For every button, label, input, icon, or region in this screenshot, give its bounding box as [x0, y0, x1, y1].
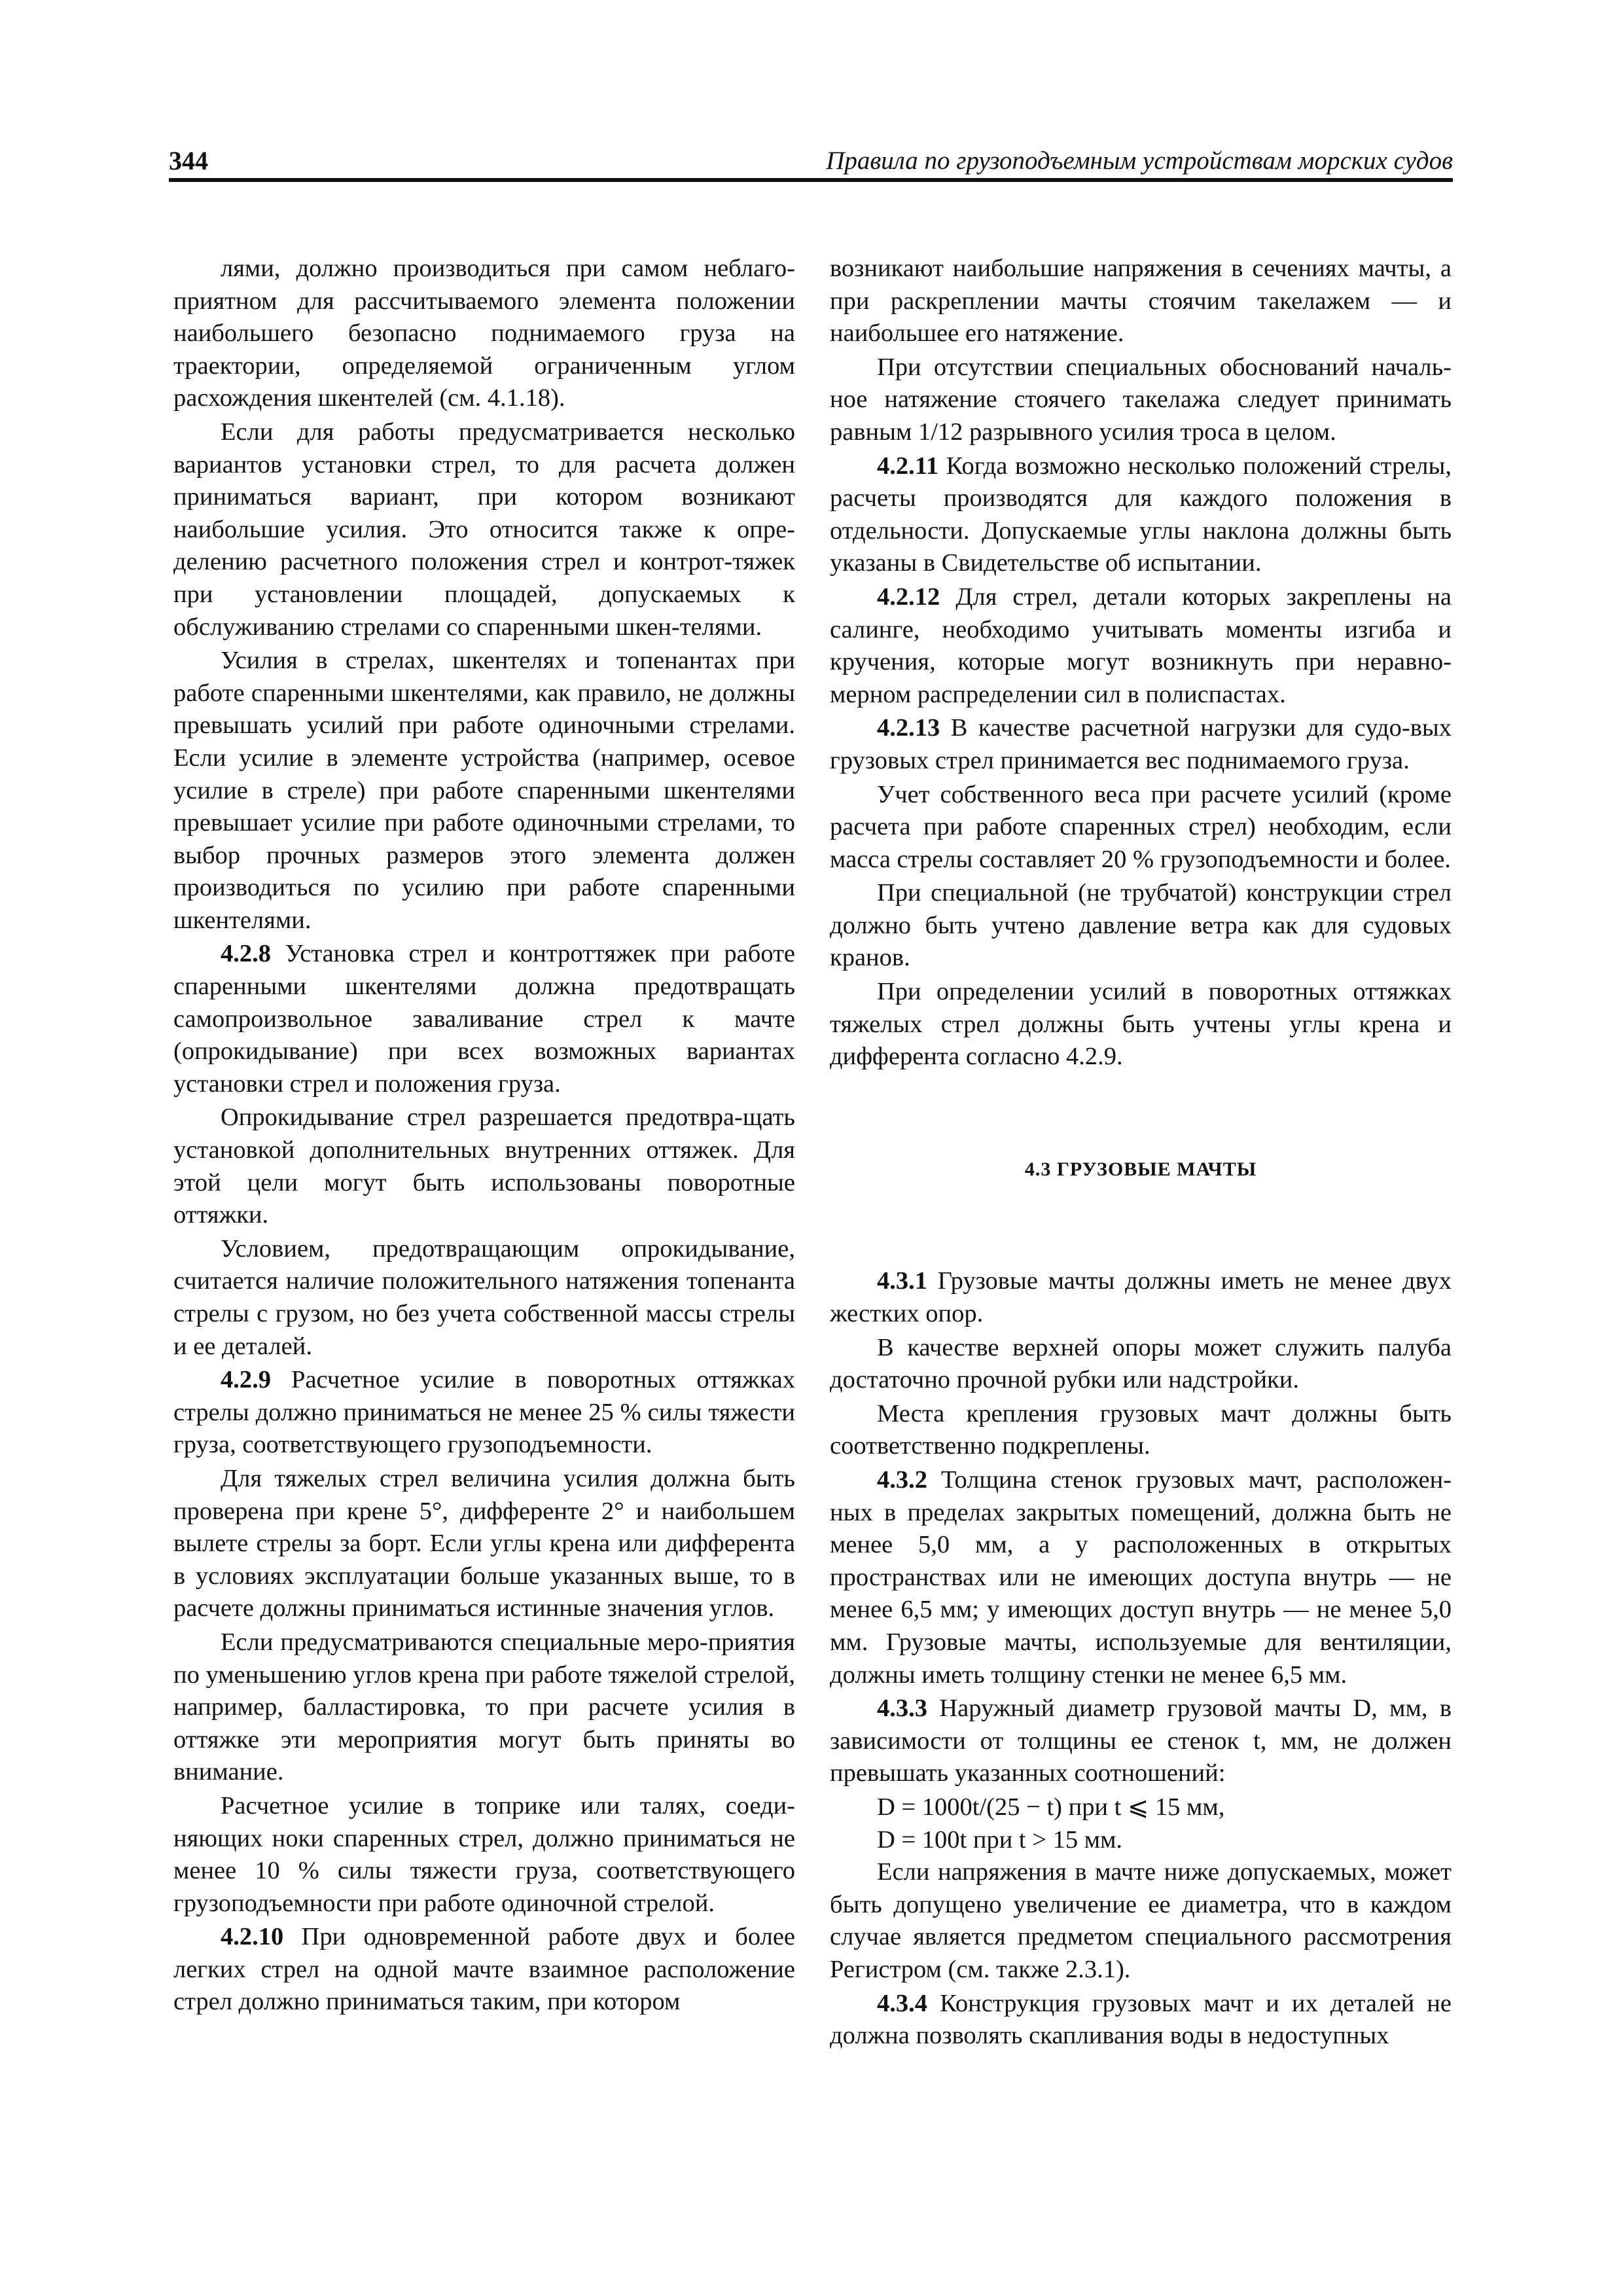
- paragraph-text: Учет собственного веса при расчете усилий (кроме расчета при работе спаренных стрел) необходим, если масса стрелы составляет 20 % грузоподъемности и более.: [830, 780, 1452, 873]
- paragraph-text: Для стрел, детали которых закреплены на салинге, необходимо учитывать моменты изгиба и кручения, которые могут возникнуть при неравно-мерном распределении сил в полиспастах.: [830, 583, 1452, 708]
- right-column-bottom: [830, 1265, 1452, 2052]
- paragraph-text: При определении усилий в поворотных оттяжках тяжелых стрел должны быть учтены углы крена и дифферента согласно 4.2.9.: [830, 978, 1452, 1071]
- paragraph: [830, 1856, 1452, 1986]
- paragraph: [830, 779, 1452, 876]
- clause-number: 4.3.4: [877, 1989, 927, 2017]
- paragraph: [173, 1921, 795, 2018]
- paragraph-text: Усилия в стрелах, шкентелях и топенантах при работе спаренными шкентелями, как правило, не должны превышать усилий при работе одиночными стрелами. Если усилие в элементе устройства (например, осевое усилие в стреле) при работе спаренными шкентелями превышает усилие при работе одиночными стрелами, то выбор прочных размеров этого элемента должен производиться по усилию при работе спаренными шкентелями.: [173, 647, 795, 934]
- page-number: 344: [169, 146, 208, 175]
- paragraph-text: возникают наибольшие напряжения в сечениях мачты, а при раскреплении мачты стоячим такелажем — и наибольшее его натяжение.: [830, 255, 1452, 348]
- paragraph-text: Конструкция грузовых мачт и их деталей не должна позволять скапливания воды в недоступных: [830, 1989, 1452, 2050]
- paragraph: [173, 1102, 795, 1231]
- paragraph-text: Если предусматриваются специальные меро-приятия по уменьшению углов крена при работе тяжелой стрелой, например, балластировка, то при расчете усилия в оттяжке эти мероприятия могут быть приняты во внимание.: [173, 1628, 795, 1786]
- paragraph-text: При одновременной работе двух и более легких стрел на одной мачте взаимное расположение стрел должно приниматься таким, при котором: [173, 1923, 795, 2016]
- paragraph-text: D = 1000t/(25 − t) при t ⩽ 15 мм,: [877, 1793, 1225, 1821]
- paragraph-text: D = 100t при t > 15 мм.: [877, 1825, 1123, 1854]
- left-column: [173, 253, 795, 2020]
- paragraph-text: лями, должно производиться при самом неблаго-приятном для рассчитываемого элемента положении наибольшего безопасно поднимаемого груза на траектории, определяемой ограниченным углом расхождения шкентелей (см. 4.1.18).: [173, 255, 795, 412]
- clause-number: 4.2.13: [877, 714, 940, 742]
- paragraph-text: Расчетное усилие в топрике или талях, соеди-няющих ноки спаренных стрел, должно приниматься не менее 10 % силы тяжести груза, соответствующего грузоподъемности при работе одиночной стрелой.: [173, 1791, 795, 1917]
- paragraph-text: Расчетное усилие в поворотных оттяжках стрелы должно приниматься не менее 25 % силы тяжести груза, соответствующего грузоподъемности.: [173, 1366, 795, 1459]
- paragraph-text: Условием, предотвращающим опрокидывание, считается наличие положительного натяжения топенанта стрелы с грузом, но без учета собственной массы стрелы и ее деталей.: [173, 1234, 795, 1360]
- paragraph: [830, 712, 1452, 777]
- paragraph-text: Опрокидывание стрел разрешается предотвра-щать установкой дополнительных внутренних оттяжек. Для этой цели могут быть использованы поворотные оттяжки.: [173, 1103, 795, 1229]
- paragraph-text: Толщина стенок грузовых мачт, расположен-ных в пределах закрытых помещений, должна быть не менее 5,0 мм, а у расположенных в открытых пространствах или не имеющих доступа внутрь — не менее 6,5 мм; у имеющих доступ внутрь — не менее 5,0 мм. Грузовые мачты, используемые для вентиляции, должны иметь толщину стенки не менее 6,5 мм.: [830, 1466, 1452, 1689]
- clause-number: 4.2.10: [221, 1923, 284, 1951]
- paragraph: [830, 877, 1452, 975]
- paragraph: [830, 1693, 1452, 1790]
- paragraph-text: Если для работы предусматривается несколько вариантов установки стрел, то для расчета должен приниматься вариант, при котором возникают наибольшие усилия. Это относится также к опре-делению расчетного положения стрел и контрот-тяжек при установлении площадей, допускаемых к обслуживанию стрелами со спаренными шкен-телями.: [173, 418, 795, 641]
- clause-number: 4.2.11: [877, 452, 939, 480]
- paragraph: [830, 351, 1452, 449]
- paragraph: [173, 1463, 795, 1625]
- paragraph: [173, 645, 795, 937]
- paragraph: [830, 1332, 1452, 1397]
- paragraph-text: Наружный диаметр грузовой мачты D, мм, в зависимости от толщины ее стенок t, мм, не должен превышать указанных соотношений:: [830, 1695, 1452, 1787]
- paragraph: [173, 1626, 795, 1789]
- paragraph-text: Для тяжелых стрел величина усилия должна быть проверена при крене 5°, дифференте 2° и наибольшем вылете стрелы за борт. Если углы крена или дифферента в условиях эксплуатации больше указанных выше, то в расчете должны приниматься истинные значения углов.: [173, 1464, 795, 1623]
- header-rule: [169, 178, 1453, 182]
- paragraph: [173, 1364, 795, 1462]
- paragraph: [830, 581, 1452, 711]
- paragraph-text: При отсутствии специальных обоснований началь-ное натяжение стоячего такелажа следует принимать равным 1/12 разрывного усилия троса в целом.: [830, 353, 1452, 446]
- paragraph: [173, 416, 795, 643]
- paragraph: [830, 253, 1452, 350]
- paragraph: [173, 253, 795, 415]
- paragraph-text: Установка стрел и контроттяжек при работе спаренными шкентелями должна предотвращать самопроизвольное заваливание стрел к мачте (опрокидывание) при всех возможных вариантах установки стрел и положения груза.: [173, 940, 795, 1098]
- clause-number: 4.2.9: [221, 1366, 271, 1394]
- running-title: Правила по грузоподъемным устройствам морских судов: [826, 147, 1453, 175]
- page-header: [169, 143, 1453, 179]
- paragraph-text: Места крепления грузовых мачт должны быть соответственно подкреплены.: [830, 1399, 1452, 1460]
- clause-number: 4.3.1: [877, 1267, 927, 1295]
- paragraph: [830, 1398, 1452, 1463]
- paragraph: [830, 1988, 1452, 2053]
- paragraph: [830, 1464, 1452, 1691]
- clause-number: 4.2.12: [877, 583, 940, 611]
- paragraph-text: В качестве верхней опоры может служить палуба достаточно прочной рубки или надстройки.: [830, 1333, 1452, 1394]
- clause-number: 4.3.2: [877, 1466, 927, 1494]
- paragraph-text: При специальной (не трубчатой) конструкции стрел должно быть учтено давление ветра как для судовых кранов.: [830, 879, 1452, 972]
- formula-line: [830, 1791, 1452, 1824]
- right-column-top: [830, 253, 1452, 1073]
- paragraph: [173, 1790, 795, 1920]
- right-column: [830, 253, 1452, 2054]
- paragraph: [830, 976, 1452, 1073]
- paragraph: [173, 938, 795, 1100]
- clause-number: 4.3.3: [877, 1695, 927, 1723]
- paragraph-text: Если напряжения в мачте ниже допускаемых, может быть допущено увеличение ее диаметра, что в каждом случае является предметом специального рассмотрения Регистром (см. также 2.3.1).: [830, 1858, 1452, 1983]
- clause-number: 4.2.8: [221, 940, 271, 968]
- formula-line: [830, 1824, 1452, 1857]
- paragraph: [830, 450, 1452, 580]
- paragraph-text: Когда возможно несколько положений стрелы, расчеты производятся для каждого положения в отдельности. Допускаемые углы наклона должны быть указаны в Свидетельстве об испытании.: [830, 452, 1452, 577]
- section-title: 4.3 ГРУЗОВЫЕ МАЧТЫ: [1024, 1158, 1257, 1180]
- paragraph-text: В качестве расчетной нагрузки для судо-вых грузовых стрел принимается вес поднимаемого груза.: [830, 714, 1452, 774]
- paragraph-text: Грузовые мачты должны иметь не менее двух жестких опор.: [830, 1267, 1452, 1328]
- paragraph: [173, 1233, 795, 1363]
- paragraph: [830, 1265, 1452, 1330]
